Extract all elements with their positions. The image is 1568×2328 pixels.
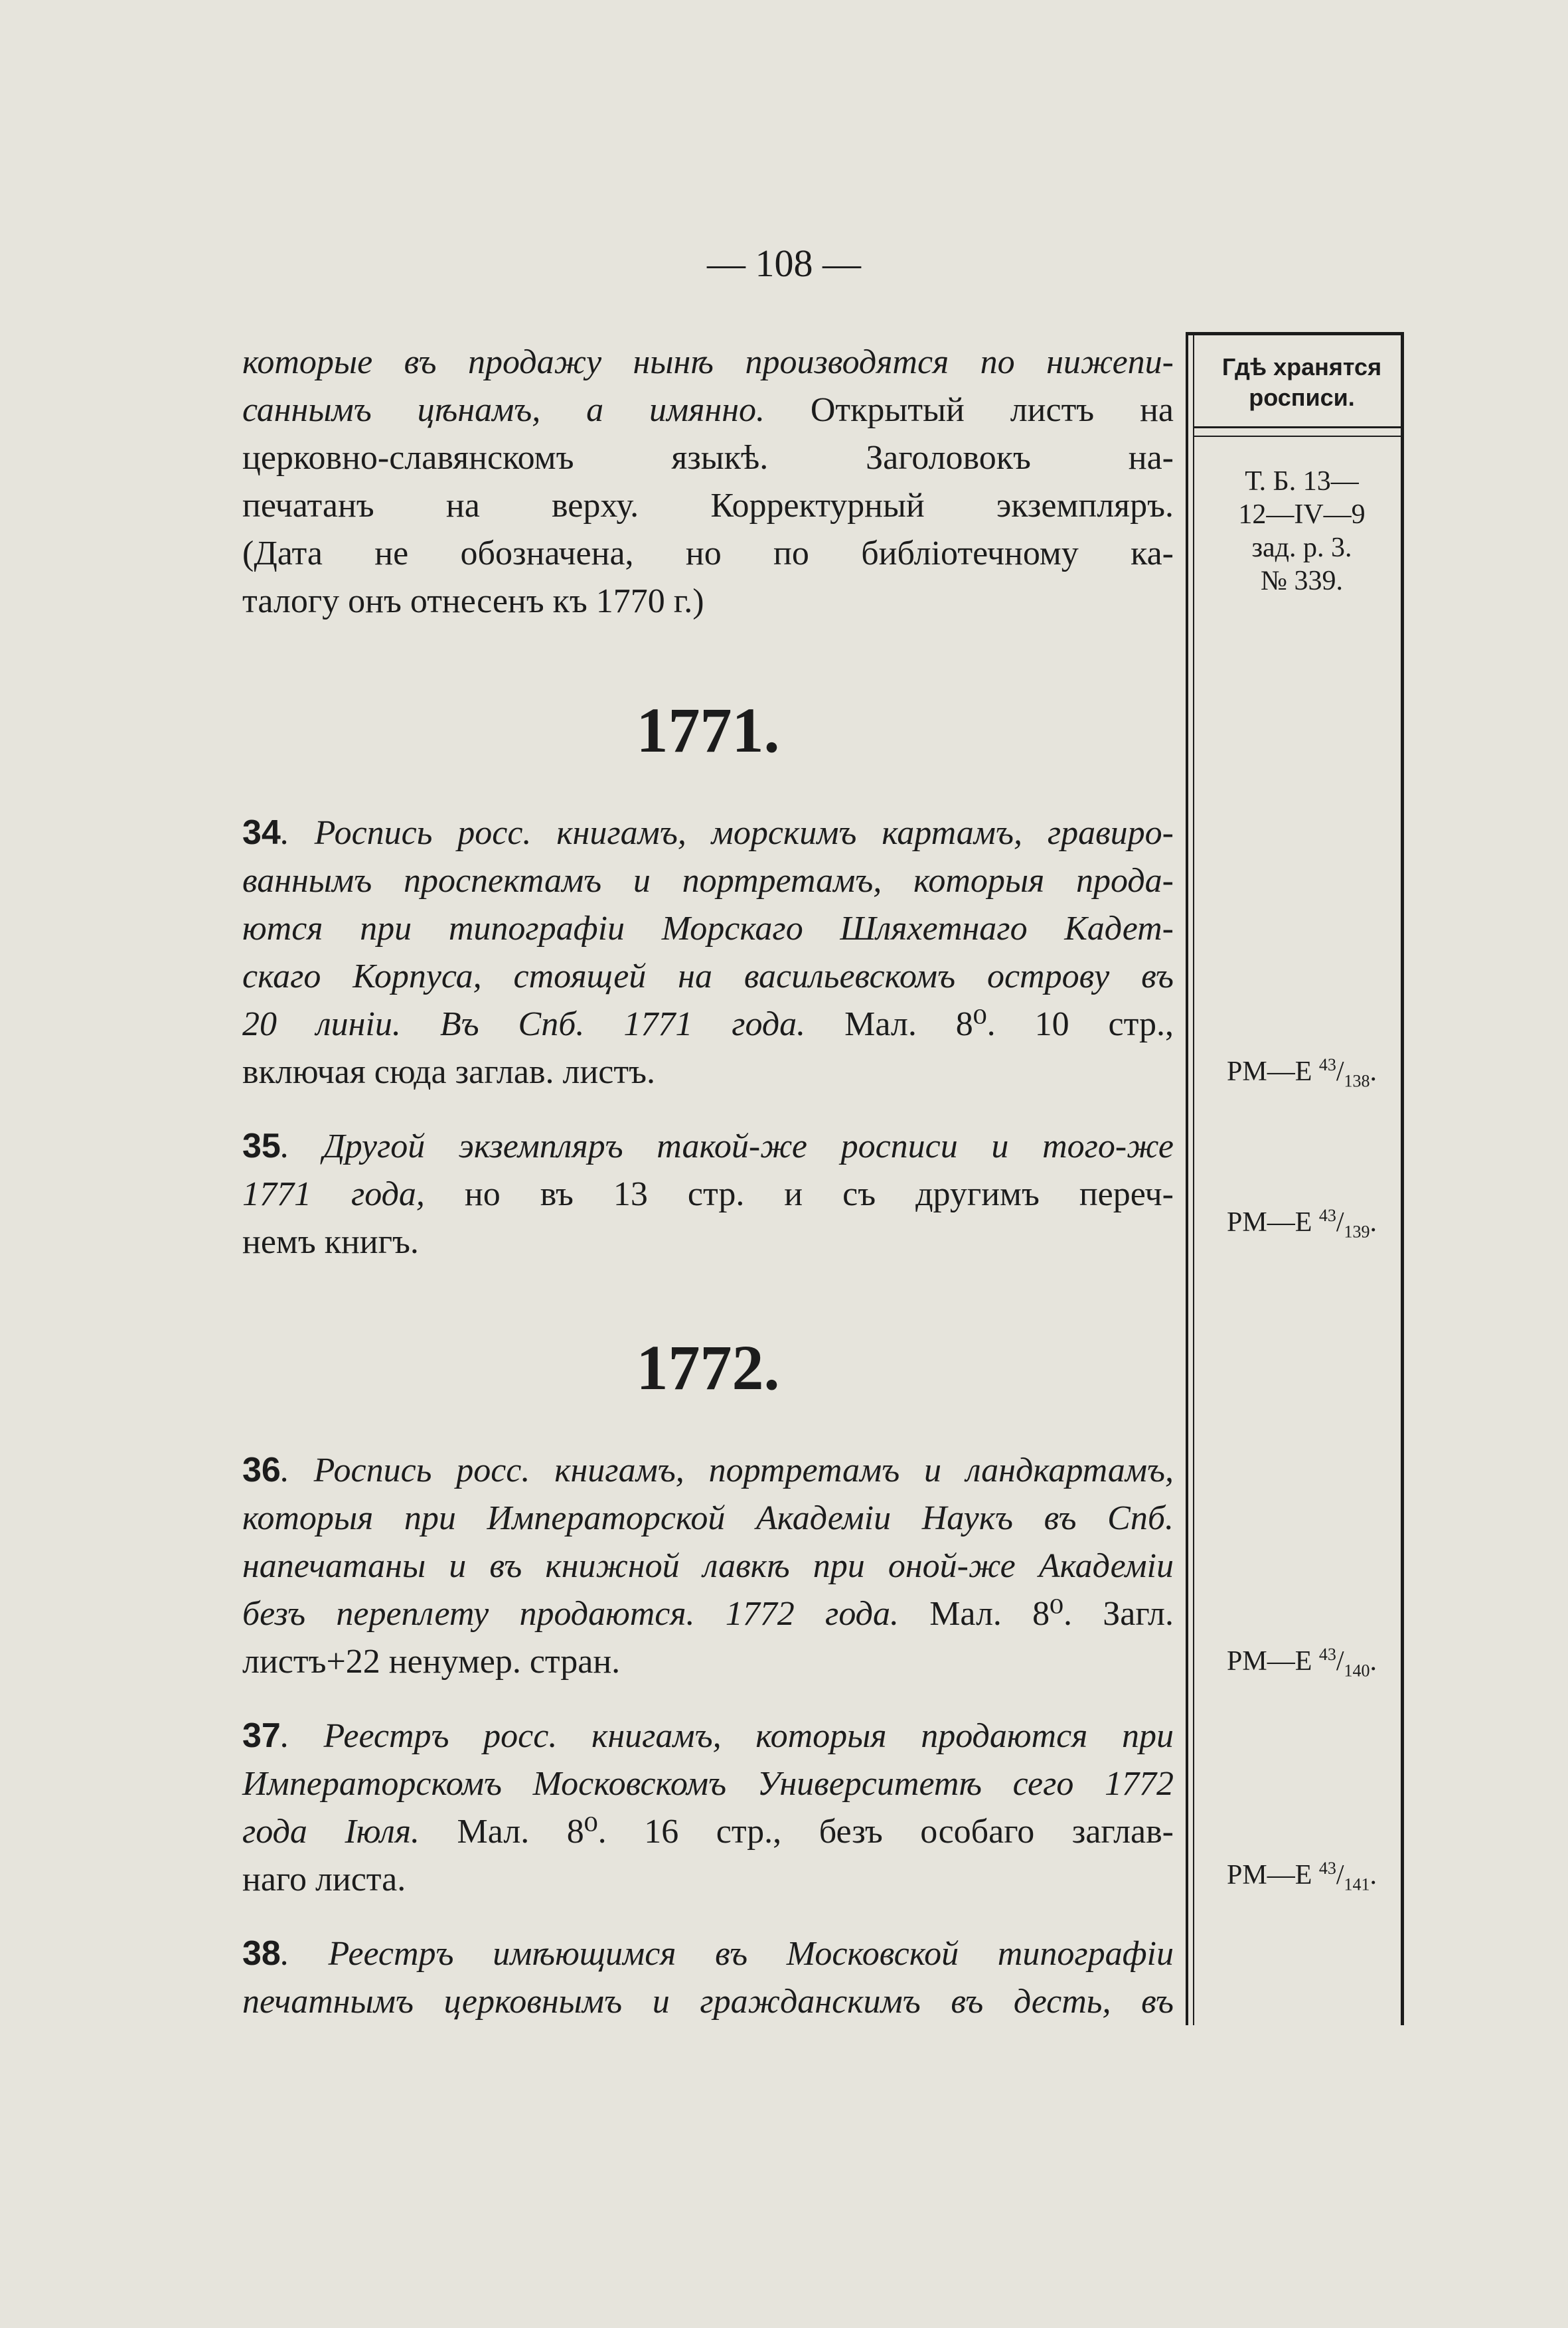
entry-line: которыя при Императорской Академіи Наукъ въ Спб. [242,1499,1174,1537]
intro-line: церковно-славянскомъ языкѣ. Заголовокъ на- [242,439,1174,477]
header-line-2: росписи. [1249,384,1355,411]
intro-line-italic: саннымъ цѣнамъ, а имянно. [242,391,765,429]
entry-line [242,1001,1174,1048]
location-column-header [1199,352,1405,413]
entry-number: 35 [242,1127,281,1165]
location-sub: 139 [1344,1222,1370,1242]
header-rule-1 [1193,426,1404,428]
location-prefix: РМ—Е [1226,1646,1319,1677]
location-suffix: . [1370,1860,1377,1890]
entry-line: печатнымъ церковнымъ и гражданскимъ въ десть, въ [242,1983,1174,2021]
entry-number: 37 [242,1716,281,1755]
entry-text: . Роспись росс. книгамъ, портретамъ и ландкартамъ, [280,1452,1174,1489]
intro-line: печатанъ на верху. Корректурный экземпляръ. [242,487,1174,525]
entry-text: . Реестръ имѣющимся въ Московской типографіи [280,1935,1174,1973]
entry-text-roman: Мал. 8⁰. 10 стр., [805,1005,1174,1043]
location-prefix: РМ—Е [1226,1207,1319,1238]
entry-text: . Другой экземпляръ такой-же росписи и того-же [280,1127,1174,1165]
column-rule-left [1186,332,1188,2025]
location-sub: 141 [1344,1874,1370,1894]
location-prefix: РМ—Е [1226,1056,1319,1087]
location-line: Т. Б. 13— [1245,466,1359,497]
intro-location [1199,465,1405,598]
entry-text-italic: безъ переплету продаются. 1772 года. [242,1595,899,1633]
location-sub: 138 [1344,1071,1370,1091]
entry-line [242,1808,1174,1856]
column-rule-left-inner [1193,332,1194,2025]
entry-text-roman: Мал. 8⁰. Загл. [898,1595,1174,1633]
location-line: 12—IV—9 [1238,499,1366,530]
location-line: № 339. [1260,566,1344,596]
location-sup: 43 [1318,1055,1336,1074]
intro-line: талогу онъ отнесенъ къ 1770 г.) [242,582,704,620]
entry-line: напечатаны и въ книжной лавкѣ при оной-же Академіи [242,1547,1174,1585]
entry-line: Императорскомъ Московскомъ Университетѣ сего 1772 [242,1765,1174,1803]
entry-text: . Реестръ росс. книгамъ, которыя продаются при [280,1717,1174,1755]
entry-number: 34 [242,813,281,852]
location-suffix: . [1370,1207,1377,1238]
column-rule-top [1186,332,1404,335]
entry-37 [242,1712,1174,1904]
entry-number: 36 [242,1451,281,1489]
section-year: 1772. [636,1332,780,1403]
entry-line [242,1712,1174,1760]
entry-line [242,809,1174,857]
entry-text-roman: Мал. 8⁰. 16 стр., безъ особаго заглав- [419,1813,1174,1851]
intro-line [242,386,1174,434]
entry-line: включая сюда заглав. листъ. [242,1053,655,1091]
section-year: 1771. [636,695,780,766]
entry-line: наго листа. [242,1861,406,1898]
entry-number: 38 [242,1934,281,1973]
location-prefix: РМ—Е [1226,1860,1319,1890]
intro-paragraph [242,339,1174,625]
entry-38 [242,1930,1174,2026]
entry-line [242,1446,1174,1495]
entry-line [242,1171,1174,1218]
entry-34 [242,809,1174,1096]
entry-36 [242,1446,1174,1686]
entry-line [242,1122,1174,1171]
entry-37-location: РМ—Е $^{43}/_{141}$. [1226,1859,1377,1894]
entry-34-location: РМ—Е $^{43}/_{138}$. [1226,1055,1377,1091]
entry-line: ваннымъ проспектамъ и портретамъ, которыя прода- [242,862,1174,900]
entry-text-italic: года Іюля. [242,1813,420,1851]
entry-text-italic: 20 линіи. Въ Спб. 1771 года. [242,1005,806,1043]
page-number: — 108 — [707,242,861,285]
entry-35-location: РМ—Е $^{43}/_{139}$. [1226,1206,1377,1242]
entry-text-italic: 1771 года, [242,1175,425,1213]
location-sub: 140 [1344,1661,1370,1681]
entry-line: немъ книгъ. [242,1223,419,1261]
entry-line: листъ+22 ненумер. стран. [242,1643,621,1681]
entry-line [242,1590,1174,1638]
location-sup: 43 [1318,1859,1336,1878]
location-suffix: . [1370,1056,1377,1087]
location-sup: 43 [1318,1645,1336,1664]
header-rule-2 [1193,436,1404,437]
entry-text-roman: но въ 13 стр. и съ другимъ переч- [424,1175,1174,1213]
location-line: зад. р. 3. [1251,533,1352,563]
location-suffix: . [1370,1646,1377,1677]
intro-line: (Дата не обозначена, но по библіотечному ка- [242,535,1174,572]
intro-line-roman: Открытый листъ на [764,391,1174,429]
header-line-1: Гдѣ хранятся [1221,353,1382,380]
entry-line: ются при типографіи Морскаго Шляхетнаго Кадет- [242,910,1174,948]
entry-line: скаго Корпуса, стоящей на васильевскомъ острову въ [242,957,1174,995]
entry-text: . Роспись росс. книгамъ, морскимъ картамъ, гравиро- [280,814,1174,852]
intro-line: которые въ продажу нынѣ производятся по нижепи- [242,343,1174,381]
entry-35 [242,1122,1174,1266]
entry-36-location: РМ—Е $^{43}/_{140}$. [1226,1645,1377,1681]
location-sup: 43 [1318,1206,1336,1225]
entry-line [242,1930,1174,1978]
